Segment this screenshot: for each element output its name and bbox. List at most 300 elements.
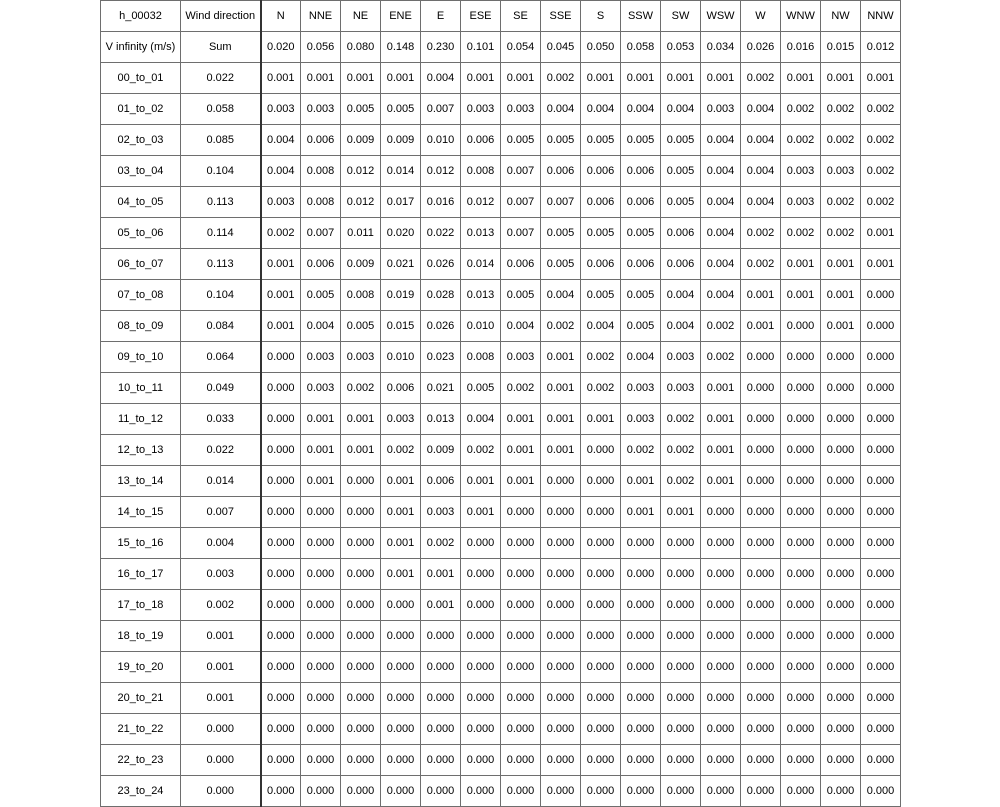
table-cell: 0.000 (741, 497, 781, 528)
table-cell: 0.000 (741, 342, 781, 373)
table-cell: 0.013 (461, 218, 501, 249)
table-cell: 0.000 (661, 714, 701, 745)
table-cell: 0.000 (581, 435, 621, 466)
table-cell: 0.008 (301, 187, 341, 218)
table-cell: 0.000 (861, 559, 901, 590)
table-cell: 0.000 (301, 683, 341, 714)
table-cell: 0.000 (861, 311, 901, 342)
table-cell: 0.001 (461, 466, 501, 497)
table-cell: 0.007 (541, 187, 581, 218)
row-label: 08_to_09 (101, 311, 181, 342)
table-cell: 0.000 (381, 714, 421, 745)
table-cell: 0.001 (541, 404, 581, 435)
direction-header-wsw: WSW (701, 1, 741, 32)
table-cell: 0.000 (301, 621, 341, 652)
table-cell: 0.000 (661, 559, 701, 590)
table-cell: 0.000 (661, 776, 701, 807)
row-label: 04_to_05 (101, 187, 181, 218)
table-cell: 0.001 (821, 63, 861, 94)
table-cell: 0.000 (821, 404, 861, 435)
direction-header-se: SE (501, 1, 541, 32)
table-cell: 0.000 (781, 466, 821, 497)
table-cell: 0.000 (821, 435, 861, 466)
table-cell: 0.000 (621, 559, 661, 590)
direction-sum: 0.026 (741, 32, 781, 63)
table-cell: 0.023 (421, 342, 461, 373)
table-cell: 0.000 (501, 714, 541, 745)
row-sum: 0.004 (181, 528, 261, 559)
table-cell: 0.000 (861, 435, 901, 466)
row-sum: 0.104 (181, 156, 261, 187)
table-cell: 0.000 (821, 776, 861, 807)
table-cell: 0.001 (701, 435, 741, 466)
table-cell: 0.004 (701, 156, 741, 187)
table-cell: 0.000 (501, 683, 541, 714)
table-cell: 0.001 (381, 528, 421, 559)
table-cell: 0.002 (541, 63, 581, 94)
row-label: 11_to_12 (101, 404, 181, 435)
table-row (101, 621, 901, 652)
table-cell: 0.000 (301, 497, 341, 528)
row-label: 15_to_16 (101, 528, 181, 559)
table-cell: 0.003 (301, 342, 341, 373)
table-cell: 0.003 (821, 156, 861, 187)
table-cell: 0.003 (781, 187, 821, 218)
table-cell: 0.000 (301, 745, 341, 776)
table-cell: 0.000 (661, 621, 701, 652)
table-cell: 0.000 (821, 621, 861, 652)
direction-header-ssw: SSW (621, 1, 661, 32)
row-sum: 0.007 (181, 497, 261, 528)
direction-header-sw: SW (661, 1, 701, 32)
direction-sum: 0.148 (381, 32, 421, 63)
table-cell: 0.000 (461, 652, 501, 683)
table-cell: 0.000 (461, 559, 501, 590)
row-label: 17_to_18 (101, 590, 181, 621)
direction-header-ene: ENE (381, 1, 421, 32)
table-cell: 0.000 (861, 528, 901, 559)
table-cell: 0.000 (741, 559, 781, 590)
table-cell: 0.000 (581, 683, 621, 714)
table-cell: 0.000 (461, 590, 501, 621)
table-cell: 0.012 (421, 156, 461, 187)
table-cell: 0.009 (381, 125, 421, 156)
table-cell: 0.000 (261, 590, 301, 621)
table-cell: 0.000 (861, 342, 901, 373)
table-cell: 0.000 (261, 652, 301, 683)
table-cell: 0.002 (581, 373, 621, 404)
table-cell: 0.000 (861, 280, 901, 311)
table-cell: 0.000 (421, 621, 461, 652)
table-cell: 0.002 (341, 373, 381, 404)
row-label: 02_to_03 (101, 125, 181, 156)
table-cell: 0.000 (781, 714, 821, 745)
table-cell: 0.001 (421, 590, 461, 621)
table-cell: 0.000 (741, 528, 781, 559)
table-cell: 0.001 (741, 311, 781, 342)
table-cell: 0.006 (301, 125, 341, 156)
table-row (101, 652, 901, 683)
table-cell: 0.001 (781, 249, 821, 280)
direction-sum: 0.034 (701, 32, 741, 63)
table-cell: 0.000 (701, 497, 741, 528)
table-cell: 0.000 (261, 621, 301, 652)
table-cell: 0.001 (861, 63, 901, 94)
table-cell: 0.004 (701, 218, 741, 249)
table-cell: 0.001 (301, 435, 341, 466)
table-cell: 0.005 (541, 218, 581, 249)
table-cell: 0.000 (501, 590, 541, 621)
corner-label: h_00032 (101, 1, 181, 32)
table-cell: 0.001 (701, 63, 741, 94)
table-cell: 0.000 (621, 683, 661, 714)
table-cell: 0.006 (661, 218, 701, 249)
table-cell: 0.001 (621, 466, 661, 497)
table-cell: 0.001 (461, 63, 501, 94)
table-cell: 0.000 (821, 528, 861, 559)
table-cell: 0.012 (341, 187, 381, 218)
table-cell: 0.003 (621, 373, 661, 404)
direction-header-sse: SSE (541, 1, 581, 32)
table-cell: 0.001 (621, 63, 661, 94)
row-label: 00_to_01 (101, 63, 181, 94)
row-label: 21_to_22 (101, 714, 181, 745)
table-cell: 0.000 (741, 466, 781, 497)
table-cell: 0.001 (821, 311, 861, 342)
table-cell: 0.000 (701, 621, 741, 652)
table-cell: 0.007 (421, 94, 461, 125)
row-label: 19_to_20 (101, 652, 181, 683)
direction-sum: 0.101 (461, 32, 501, 63)
table-row (101, 435, 901, 466)
table-cell: 0.000 (461, 714, 501, 745)
table-row (101, 497, 901, 528)
table-cell: 0.001 (341, 404, 381, 435)
table-cell: 0.005 (621, 280, 661, 311)
table-cell: 0.000 (861, 621, 901, 652)
row-sum: 0.022 (181, 435, 261, 466)
table-cell: 0.004 (261, 156, 301, 187)
row-sum: 0.049 (181, 373, 261, 404)
table-cell: 0.000 (341, 683, 381, 714)
table-cell: 0.000 (381, 776, 421, 807)
table-cell: 0.002 (501, 373, 541, 404)
row-sum: 0.000 (181, 776, 261, 807)
direction-header-ne: NE (341, 1, 381, 32)
sum-row (101, 32, 901, 63)
direction-sum: 0.056 (301, 32, 341, 63)
table-cell: 0.000 (661, 528, 701, 559)
table-cell: 0.000 (341, 776, 381, 807)
table-cell: 0.000 (741, 714, 781, 745)
table-cell: 0.001 (301, 404, 341, 435)
table-cell: 0.000 (661, 745, 701, 776)
direction-sum: 0.054 (501, 32, 541, 63)
table-cell: 0.000 (581, 528, 621, 559)
table-cell: 0.004 (541, 280, 581, 311)
table-cell: 0.000 (341, 528, 381, 559)
direction-header-s: S (581, 1, 621, 32)
table-cell: 0.000 (581, 745, 621, 776)
table-cell: 0.000 (541, 528, 581, 559)
table-cell: 0.026 (421, 249, 461, 280)
table-cell: 0.002 (861, 125, 901, 156)
table-cell: 0.001 (701, 373, 741, 404)
table-row (101, 187, 901, 218)
table-cell: 0.005 (501, 280, 541, 311)
table-cell: 0.000 (581, 776, 621, 807)
table-cell: 0.010 (381, 342, 421, 373)
table-cell: 0.005 (581, 125, 621, 156)
table-cell: 0.004 (741, 156, 781, 187)
table-cell: 0.001 (661, 497, 701, 528)
table-cell: 0.004 (421, 63, 461, 94)
table-row (101, 342, 901, 373)
table-cell: 0.000 (501, 745, 541, 776)
table-cell: 0.000 (741, 590, 781, 621)
table-cell: 0.000 (341, 745, 381, 776)
table-cell: 0.000 (261, 776, 301, 807)
table-cell: 0.000 (581, 466, 621, 497)
table-cell: 0.001 (541, 373, 581, 404)
row-label: 22_to_23 (101, 745, 181, 776)
table-cell: 0.000 (461, 621, 501, 652)
table-cell: 0.000 (821, 714, 861, 745)
table-cell: 0.000 (701, 745, 741, 776)
table-cell: 0.002 (741, 249, 781, 280)
row-sum: 0.064 (181, 342, 261, 373)
table-cell: 0.008 (461, 342, 501, 373)
table-cell: 0.002 (861, 187, 901, 218)
table-cell: 0.004 (701, 249, 741, 280)
table-cell: 0.000 (381, 590, 421, 621)
table-cell: 0.000 (461, 745, 501, 776)
table-cell: 0.000 (701, 652, 741, 683)
table-cell: 0.000 (461, 683, 501, 714)
table-cell: 0.021 (421, 373, 461, 404)
table-cell: 0.003 (701, 94, 741, 125)
row-sum: 0.113 (181, 249, 261, 280)
table-cell: 0.000 (541, 621, 581, 652)
table-cell: 0.006 (301, 249, 341, 280)
table-cell: 0.000 (701, 559, 741, 590)
row-sum: 0.114 (181, 218, 261, 249)
table-cell: 0.004 (741, 125, 781, 156)
table-cell: 0.001 (501, 404, 541, 435)
table-row (101, 125, 901, 156)
row-sum: 0.104 (181, 280, 261, 311)
table-cell: 0.000 (301, 652, 341, 683)
table-cell: 0.000 (541, 652, 581, 683)
table-cell: 0.001 (261, 63, 301, 94)
table-cell: 0.006 (381, 373, 421, 404)
table-row (101, 714, 901, 745)
table-cell: 0.003 (301, 94, 341, 125)
direction-header-nnw: NNW (861, 1, 901, 32)
table-cell: 0.002 (581, 342, 621, 373)
table-cell: 0.001 (541, 342, 581, 373)
table-cell: 0.000 (861, 466, 901, 497)
table-cell: 0.001 (861, 218, 901, 249)
table-cell: 0.002 (741, 218, 781, 249)
table-cell: 0.000 (381, 621, 421, 652)
direction-sum: 0.012 (861, 32, 901, 63)
table-row (101, 218, 901, 249)
row-label: 14_to_15 (101, 497, 181, 528)
table-cell: 0.000 (341, 559, 381, 590)
table-cell: 0.000 (701, 528, 741, 559)
direction-sum: 0.053 (661, 32, 701, 63)
table-cell: 0.004 (741, 187, 781, 218)
table-cell: 0.002 (661, 404, 701, 435)
table-cell: 0.006 (581, 187, 621, 218)
table-cell: 0.000 (541, 590, 581, 621)
table-cell: 0.000 (581, 714, 621, 745)
direction-sum: 0.230 (421, 32, 461, 63)
table-cell: 0.003 (501, 94, 541, 125)
table-cell: 0.001 (661, 63, 701, 94)
table-cell: 0.000 (261, 528, 301, 559)
table-cell: 0.005 (541, 125, 581, 156)
row-sum: 0.000 (181, 745, 261, 776)
table-cell: 0.000 (541, 745, 581, 776)
table-cell: 0.004 (661, 94, 701, 125)
row-label: 18_to_19 (101, 621, 181, 652)
table-cell: 0.001 (501, 435, 541, 466)
table-cell: 0.000 (261, 342, 301, 373)
table-cell: 0.004 (461, 404, 501, 435)
table-cell: 0.000 (781, 652, 821, 683)
table-cell: 0.000 (781, 311, 821, 342)
table-cell: 0.000 (341, 497, 381, 528)
table-cell: 0.000 (781, 373, 821, 404)
row-label: 03_to_04 (101, 156, 181, 187)
table-row (101, 280, 901, 311)
table-cell: 0.001 (821, 280, 861, 311)
direction-sum: 0.050 (581, 32, 621, 63)
table-cell: 0.004 (621, 94, 661, 125)
table-cell: 0.000 (621, 621, 661, 652)
table-cell: 0.000 (381, 745, 421, 776)
table-cell: 0.000 (741, 683, 781, 714)
table-cell: 0.001 (301, 466, 341, 497)
table-cell: 0.003 (381, 404, 421, 435)
row-label: 23_to_24 (101, 776, 181, 807)
row-sum: 0.085 (181, 125, 261, 156)
table-row (101, 156, 901, 187)
table-cell: 0.001 (581, 63, 621, 94)
table-cell: 0.000 (661, 652, 701, 683)
table-cell: 0.004 (581, 94, 621, 125)
table-cell: 0.000 (421, 683, 461, 714)
table-cell: 0.000 (781, 435, 821, 466)
table-cell: 0.028 (421, 280, 461, 311)
table-cell: 0.006 (621, 187, 661, 218)
row-label: 12_to_13 (101, 435, 181, 466)
row-label: 09_to_10 (101, 342, 181, 373)
table-cell: 0.008 (461, 156, 501, 187)
table-cell: 0.005 (501, 125, 541, 156)
table-row (101, 63, 901, 94)
table-cell: 0.000 (621, 776, 661, 807)
row-sum: 0.113 (181, 187, 261, 218)
table-cell: 0.002 (781, 125, 821, 156)
table-cell: 0.000 (261, 435, 301, 466)
row-sum: 0.001 (181, 683, 261, 714)
direction-header-w: W (741, 1, 781, 32)
table-cell: 0.001 (501, 63, 541, 94)
table-cell: 0.005 (661, 156, 701, 187)
table-cell: 0.000 (261, 714, 301, 745)
table-cell: 0.020 (381, 218, 421, 249)
table-cell: 0.002 (861, 94, 901, 125)
direction-sum: 0.016 (781, 32, 821, 63)
table-cell: 0.000 (341, 590, 381, 621)
table-cell: 0.009 (341, 249, 381, 280)
table-cell: 0.016 (421, 187, 461, 218)
table-row (101, 249, 901, 280)
table-cell: 0.000 (301, 714, 341, 745)
table-cell: 0.008 (301, 156, 341, 187)
direction-header-nne: NNE (301, 1, 341, 32)
direction-sum: 0.045 (541, 32, 581, 63)
table-cell: 0.000 (261, 745, 301, 776)
table-cell: 0.001 (781, 280, 821, 311)
table-cell: 0.005 (461, 373, 501, 404)
table-cell: 0.000 (341, 714, 381, 745)
table-cell: 0.001 (381, 466, 421, 497)
table-cell: 0.001 (341, 63, 381, 94)
table-cell: 0.014 (461, 249, 501, 280)
direction-header-ese: ESE (461, 1, 501, 32)
row-label: 07_to_08 (101, 280, 181, 311)
wind-frequency-table (100, 0, 901, 807)
table-cell: 0.000 (861, 590, 901, 621)
table-cell: 0.000 (821, 683, 861, 714)
table-row (101, 373, 901, 404)
table-cell: 0.000 (781, 404, 821, 435)
table-cell: 0.000 (861, 652, 901, 683)
table-cell: 0.000 (261, 373, 301, 404)
wind-direction-header: Wind direction (181, 1, 261, 32)
table-row (101, 590, 901, 621)
table-cell: 0.005 (621, 218, 661, 249)
table-cell: 0.000 (741, 373, 781, 404)
row-label: 10_to_11 (101, 373, 181, 404)
table-cell: 0.000 (461, 528, 501, 559)
table-cell: 0.000 (541, 683, 581, 714)
table-cell: 0.004 (701, 280, 741, 311)
row-sum: 0.002 (181, 590, 261, 621)
table-cell: 0.000 (301, 590, 341, 621)
table-cell: 0.000 (821, 745, 861, 776)
table-cell: 0.002 (781, 94, 821, 125)
table-cell: 0.000 (541, 466, 581, 497)
table-cell: 0.000 (781, 590, 821, 621)
table-cell: 0.001 (861, 249, 901, 280)
table-cell: 0.001 (421, 559, 461, 590)
table-cell: 0.000 (821, 652, 861, 683)
table-cell: 0.000 (861, 497, 901, 528)
table-cell: 0.000 (861, 714, 901, 745)
table-cell: 0.000 (661, 683, 701, 714)
table-cell: 0.000 (261, 683, 301, 714)
table-cell: 0.004 (261, 125, 301, 156)
table-cell: 0.000 (861, 683, 901, 714)
table-cell: 0.001 (701, 466, 741, 497)
table-cell: 0.001 (261, 311, 301, 342)
table-cell: 0.000 (501, 776, 541, 807)
